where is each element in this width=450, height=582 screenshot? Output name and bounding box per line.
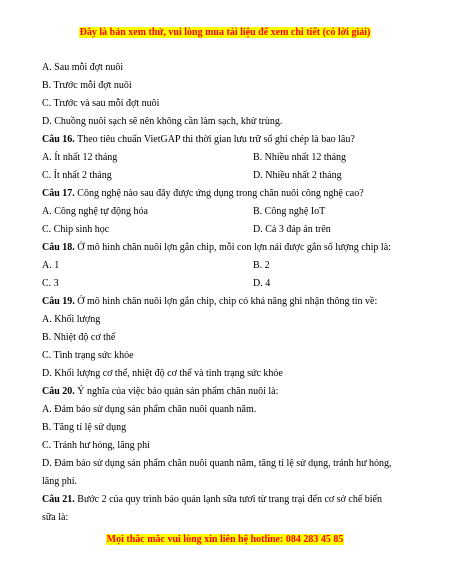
question-21-number: Câu 21. (42, 494, 75, 505)
question-17-text: Công nghệ nào sau đây được ứng dụng trong chăn nuôi công nghệ cao? (74, 188, 364, 199)
question-19-number: Câu 19. (42, 296, 75, 307)
q16-options-row-1 (42, 150, 414, 165)
question-16-number: Câu 16. (42, 134, 75, 145)
question-16-text: Theo tiêu chuẩn VietGAP thì thời gian lưu trữ sổ ghi chép là bao lâu? (74, 134, 355, 145)
preview-notice-text: Đây là bản xem thử, vui lòng mua tài liệu để xem chi tiết (có lời giải) (79, 27, 371, 38)
hotline-text: Mọi thắc mắc vui lòng xin liên hệ hotline: 084 283 45 85 (106, 534, 344, 545)
question-21-text-continued: sữa là: (42, 512, 69, 523)
q17-option-c: C. Chip sinh học (42, 224, 110, 235)
q19-option-b: B. Nhiệt độ cơ thể (42, 332, 116, 343)
q18-option-b: B. 2 (253, 260, 270, 271)
q18-options-row-2 (42, 276, 414, 291)
q15-option-a: A. Sau mỗi đợt nuôi (42, 62, 124, 73)
question-20 (42, 384, 414, 399)
q20-option-d-line-1: D. Đảm bảo sử dụng sản phẩm chăn nuôi quanh năm, tăng tỉ lệ sử dụng, tránh hư hỏng, (42, 458, 392, 469)
q20-option-d-line-2: lãng phí. (42, 476, 77, 487)
q18-option-a: A. 1 (42, 260, 60, 271)
question-18-text: Ở mô hình chăn nuôi lợn gắn chip, mỗi con lợn nái được gắn số lượng chip là: (74, 242, 391, 253)
q18-options-row-1 (42, 258, 414, 273)
q15-option-d: D. Chuồng nuôi sạch sẽ nên không cần làm sạch, khử trùng. (42, 116, 283, 127)
q17-option-d: D. Cả 3 đáp án trên (253, 224, 331, 235)
preview-notice-banner (0, 26, 450, 39)
question-20-number: Câu 20. (42, 386, 75, 397)
question-19 (42, 294, 414, 309)
q19-option-c: C. Tình trạng sức khỏe (42, 350, 134, 361)
q17-options-row-1 (42, 204, 414, 219)
q16-option-c: C. Ít nhất 2 tháng (42, 170, 112, 181)
question-20-text: Ý nghĩa của việc bảo quản sản phẩm chăn nuôi là: (74, 386, 279, 397)
document-body (42, 60, 414, 528)
q20-option-b: B. Tăng tỉ lệ sử dụng (42, 422, 127, 433)
question-17 (42, 186, 414, 201)
q20-option-c: C. Tránh hư hỏng, lãng phí (42, 440, 150, 451)
q18-option-d: D. 4 (253, 278, 271, 289)
q20-option-a: A. Đảm bảo sử dụng sản phẩm chăn nuôi quanh năm. (42, 404, 257, 415)
q17-option-b: B. Công nghệ IoT (253, 206, 326, 217)
q16-option-d: D. Nhiều nhất 2 tháng (253, 170, 342, 181)
hotline-banner (0, 533, 450, 546)
q16-option-b: B. Nhiều nhất 12 tháng (253, 152, 347, 163)
q17-options-row-2 (42, 222, 414, 237)
q19-option-d: D. Khối lượng cơ thể, nhiệt độ cơ thể và tình trạng sức khỏe (42, 368, 283, 379)
question-18 (42, 240, 414, 255)
question-18-number: Câu 18. (42, 242, 75, 253)
question-17-number: Câu 17. (42, 188, 75, 199)
q15-option-b: B. Trước mỗi đợt nuôi (42, 80, 132, 91)
question-19-text: Ở mô hình chăn nuôi lợn gắn chip, chip có khả năng ghi nhận thông tin về: (74, 296, 378, 307)
q19-option-a: A. Khối lượng (42, 314, 101, 325)
q15-option-c: C. Trước và sau mỗi đợt nuôi (42, 98, 160, 109)
question-21-text: Bước 2 của quy trình bảo quản lạnh sữa tươi từ trang trại đến cơ sở chế biến (74, 494, 382, 505)
q18-option-c: C. 3 (42, 278, 59, 289)
question-16 (42, 132, 414, 147)
q16-option-a: A. Ít nhất 12 tháng (42, 152, 118, 163)
question-21 (42, 492, 414, 507)
q16-options-row-2 (42, 168, 414, 183)
q17-option-a: A. Công nghệ tự động hóa (42, 206, 148, 217)
